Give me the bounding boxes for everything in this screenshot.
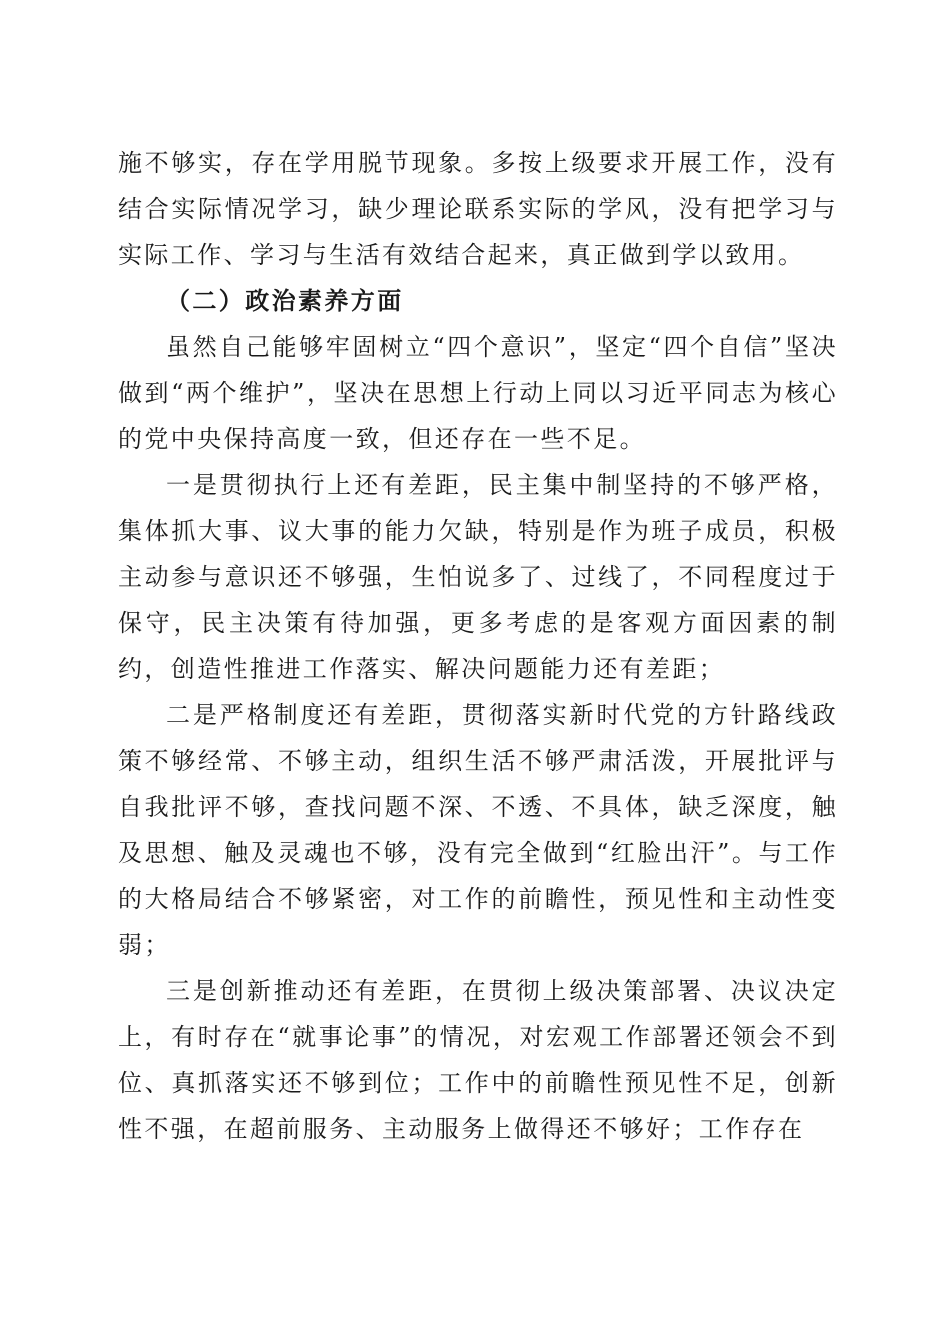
section-heading: （二）政治素养方面	[166, 286, 404, 315]
paragraph-point-three: 三是创新推动还有差距，在贯彻上级决策部署、决议决定上，有时存在“就事论事”的情况，对宏观工作部署还领会不到位、真抓落实还不够到位；工作中的前瞻性预见性不足，创新性不强，在超前服务、主动服务上做得还不够好；工作存在	[118, 977, 838, 1143]
paragraph-point-two: 二是严格制度还有差距，贯彻落实新时代党的方针路线政策不够经常、不够主动，组织生活不够严肃活泼，开展批评与自我批评不够，查找问题不深、不透、不具体，缺乏深度，触及思想、触及灵魂也不够，没有完全做到“红脸出汗”。与工作的大格局结合不够紧密，对工作的前瞻性，预见性和主动性变弱；	[118, 701, 838, 959]
document-body	[118, 140, 838, 1152]
paragraph-point-one: 一是贯彻执行上还有差距，民主集中制坚持的不够严格，集体抓大事、议大事的能力欠缺，特别是作为班子成员，积极主动参与意识还不够强，生怕说多了、过线了，不同程度过于保守，民主决策有待加强，更多考虑的是客观方面因素的制约，创造性推进工作落实、解决问题能力还有差距；	[118, 471, 838, 683]
paragraph-intro: 虽然自己能够牢固树立“四个意识”，坚定“四个自信”坚决做到“两个维护”，坚决在思想上行动上同以习近平同志为核心的党中央保持高度一致，但还存在一些不足。	[118, 333, 838, 453]
paragraph-continuation: 施不够实，存在学用脱节现象。多按上级要求开展工作，没有结合实际情况学习，缺少理论联系实际的学风，没有把学习与实际工作、学习与生活有效结合起来，真正做到学以致用。	[118, 149, 838, 269]
